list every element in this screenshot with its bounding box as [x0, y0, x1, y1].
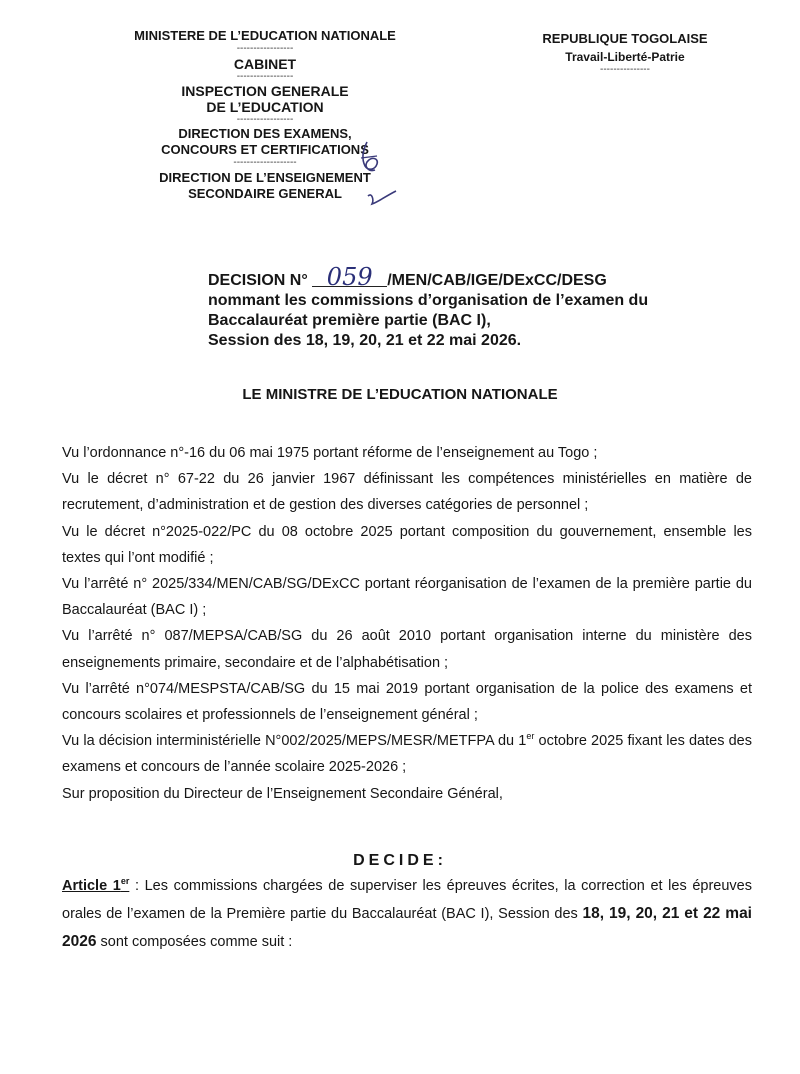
- decision-number-handwritten: 059: [312, 268, 387, 287]
- decision-title-line3: Session des 18, 19, 20, 21 et 22 mai 2026.: [208, 332, 522, 349]
- decide-heading: DECIDE:: [353, 852, 447, 869]
- ordinal-superscript: er: [526, 731, 535, 742]
- header-left-block: [95, 28, 435, 202]
- inspection-line2: DE L’EDUCATION: [206, 99, 324, 115]
- visa-paragraph: Vu l’arrêté n° 2025/334/MEN/CAB/SG/DExCC portant réorganisation de l’examen de la première partie du Baccalauréat (BAC I) ;: [62, 576, 752, 619]
- article-label: [62, 878, 129, 894]
- article-text: sont composées comme suit :: [96, 934, 293, 950]
- direction-exams-line2: CONCOURS ET CERTIFICATIONS: [161, 142, 369, 157]
- visa-text: octobre 2025 fixant les dates des examens et concours de l’année scolaire 2025-2026 ;: [62, 733, 752, 776]
- handwritten-check-mark: [364, 188, 400, 210]
- article-1: [62, 872, 752, 956]
- national-motto: Travail-Liberté-Patrie: [565, 50, 685, 64]
- ordinal-superscript: er: [120, 876, 130, 887]
- article-label-text: Article 1: [62, 878, 121, 894]
- decision-heading: [208, 263, 768, 351]
- decision-number-line: [208, 263, 768, 291]
- visa-paragraph: [62, 728, 752, 780]
- ministry-name: MINISTERE DE L’EDUCATION NATIONALE: [134, 28, 396, 43]
- visa-text: Vu la décision interministérielle N°002/2025/MEPS/MESR/METFPA du 1: [62, 733, 527, 750]
- article-dates: 18, 19, 20, 21 et 22 mai 2026: [62, 905, 752, 950]
- visa-paragraph: Vu l’arrêté n° 087/MEPSA/CAB/SG du 26 août 2010 portant organisation interne du ministère des enseignements primaire, secondaire et de l’alphabétisation ;: [62, 628, 752, 671]
- separator: -----------------: [236, 114, 294, 125]
- article-text: : Les commissions chargées de superviser les épreuves écrites, la correction et les épreuves orales de l’examen de la Première partie du Baccalauréat (BAC I), Session des: [62, 878, 752, 922]
- header-right-block: [505, 31, 745, 75]
- proposal-paragraph: Sur proposition du Directeur de l’Enseignement Secondaire Général,: [62, 785, 503, 802]
- direction-exams-line1: DIRECTION DES EXAMENS,: [178, 126, 352, 141]
- separator: -----------------: [236, 43, 294, 54]
- decision-title-line2: Baccalauréat première partie (BAC I),: [208, 312, 491, 329]
- visa-paragraph: Vu le décret n°2025-022/PC du 08 octobre 2025 portant composition du gouvernement, ensemble les textes qui l’ont modifié ;: [62, 523, 752, 566]
- minister-title: LE MINISTRE DE L’EDUCATION NATIONALE: [242, 386, 558, 403]
- decision-prefix: DECISION N°: [208, 272, 308, 289]
- visa-paragraph: Vu l’ordonnance n°-16 du 06 mai 1975 portant réforme de l’enseignement au Togo ;: [62, 445, 598, 461]
- handwritten-initials-mark: [355, 140, 385, 174]
- visas-section: [62, 440, 752, 807]
- inspection-line1: INSPECTION GENERALE: [181, 83, 349, 99]
- direction-ens-line1: DIRECTION DE L’ENSEIGNEMENT: [159, 170, 371, 185]
- separator: ---------------: [600, 64, 650, 75]
- separator: -------------------: [233, 157, 297, 168]
- decision-reference: /MEN/CAB/IGE/DExCC/DESG: [387, 272, 607, 289]
- separator: -----------------: [236, 71, 294, 82]
- republic-name: REPUBLIQUE TOGOLAISE: [542, 31, 708, 46]
- decision-title-line1: nommant les commissions d’organisation de l’examen du: [208, 292, 649, 309]
- cabinet-label: CABINET: [233, 56, 297, 72]
- direction-ens-line2: SECONDAIRE GENERAL: [188, 186, 342, 201]
- visa-paragraph: Vu le décret n° 67-22 du 26 janvier 1967 définissant les compétences ministérielles en matière de recrutement, d’administration et de gestion des diverses catégories de personnel ;: [62, 471, 752, 514]
- visa-paragraph: Vu l’arrêté n°074/MESPSTA/CAB/SG du 15 mai 2019 portant organisation de la police des examens et concours scolaires et professionnels de l’enseignement général ;: [62, 680, 752, 724]
